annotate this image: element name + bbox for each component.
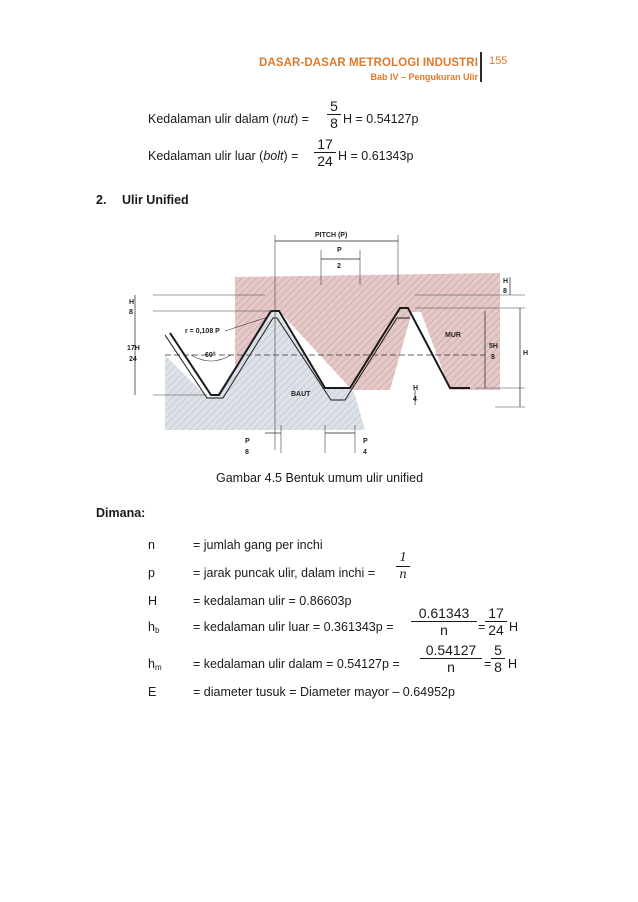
dimana-heading: Dimana: — [96, 506, 146, 520]
formula-nut-text: Kedalaman ulir dalam (nut) = — [148, 112, 309, 126]
label-17h: 17H — [127, 345, 140, 352]
def-symbol-H: H — [148, 594, 158, 608]
def-symbol-E: E — [148, 685, 157, 699]
label-baut: BAUT — [291, 391, 311, 398]
bolt-region-tail — [300, 405, 355, 430]
def-tail-hm: H — [508, 657, 518, 671]
label-p-top: P — [337, 247, 342, 254]
def-symbol-hm: $h_m$ — [148, 657, 162, 672]
formula-nut-fraction: 5 8 — [327, 99, 341, 130]
label-h8-right-num: H — [503, 278, 509, 285]
label-24: 24 — [129, 356, 137, 363]
formula-nut-tail: H = 0.54127p — [343, 112, 419, 126]
def-eq-hb: = — [478, 620, 486, 634]
header-subtitle: Bab IV – Pengukuran Ulir — [370, 72, 478, 82]
def-text-H: = kedalaman ulir = 0.86603p — [193, 594, 352, 608]
def-fraction-hm-2: 5 8 — [491, 643, 505, 674]
label-h4-num: H — [413, 385, 419, 392]
page-number: 155 — [489, 55, 508, 67]
label-5h-den: 8 — [491, 354, 495, 361]
label-p8-num: P — [245, 438, 250, 445]
header-title: DASAR-DASAR METROLOGI INDUSTRI — [259, 57, 478, 69]
def-symbol-n: n — [148, 538, 155, 552]
def-fraction-hb-2: 17 24 — [485, 606, 507, 637]
def-symbol-p: p — [148, 566, 155, 580]
def-eq-hm: = — [484, 657, 492, 671]
label-pitch: PITCH (P) — [315, 232, 348, 239]
def-symbol-hb: $h_b$ — [148, 620, 160, 635]
formula-bolt-tail: H = 0.61343p — [338, 149, 414, 163]
formula-bolt-fraction: 17 24 — [314, 137, 336, 168]
label-2: 2 — [337, 263, 341, 270]
label-angle: 60° — [205, 352, 216, 359]
label-radius: r = 0,108 P — [185, 328, 220, 335]
def-fraction-p: 1 n — [396, 551, 410, 582]
figure-caption: Gambar 4.5 Bentuk umum ulir unified — [216, 471, 424, 485]
def-text-hb: = kedalaman ulir luar = 0.361343p = — [193, 620, 394, 634]
label-h-right: H — [523, 350, 529, 357]
def-fraction-hm-1: 0.54127 n — [420, 643, 482, 674]
def-text-E: = diameter tusuk = Diameter mayor – 0.64952p — [193, 685, 455, 699]
label-h8-right-den: 8 — [503, 288, 507, 295]
label-h-left: H — [129, 299, 135, 306]
label-p8-den: 8 — [245, 449, 249, 456]
label-p4-den: 4 — [363, 449, 367, 456]
unified-thread-diagram — [125, 225, 535, 460]
label-p4-num: P — [363, 438, 368, 445]
section-title: Ulir Unified — [122, 193, 189, 207]
def-tail-hb: H — [509, 620, 519, 634]
label-mur: MUR — [445, 332, 461, 339]
label-5h: 5H — [489, 343, 498, 350]
header-divider — [480, 52, 482, 82]
def-fraction-hb-1: 0.61343 n — [411, 606, 477, 637]
def-text-p: = jarak puncak ulir, dalam inchi = — [193, 566, 376, 580]
def-text-n: = jumlah gang per inchi — [193, 538, 323, 552]
label-8-left: 8 — [129, 309, 133, 316]
section-number: 2. — [96, 193, 107, 207]
def-text-hm: = kedalaman ulir dalam = 0.54127p = — [193, 657, 400, 671]
label-h4-den: 4 — [413, 396, 417, 403]
formula-bolt-text: Kedalaman ulir luar (bolt) = — [148, 149, 299, 163]
